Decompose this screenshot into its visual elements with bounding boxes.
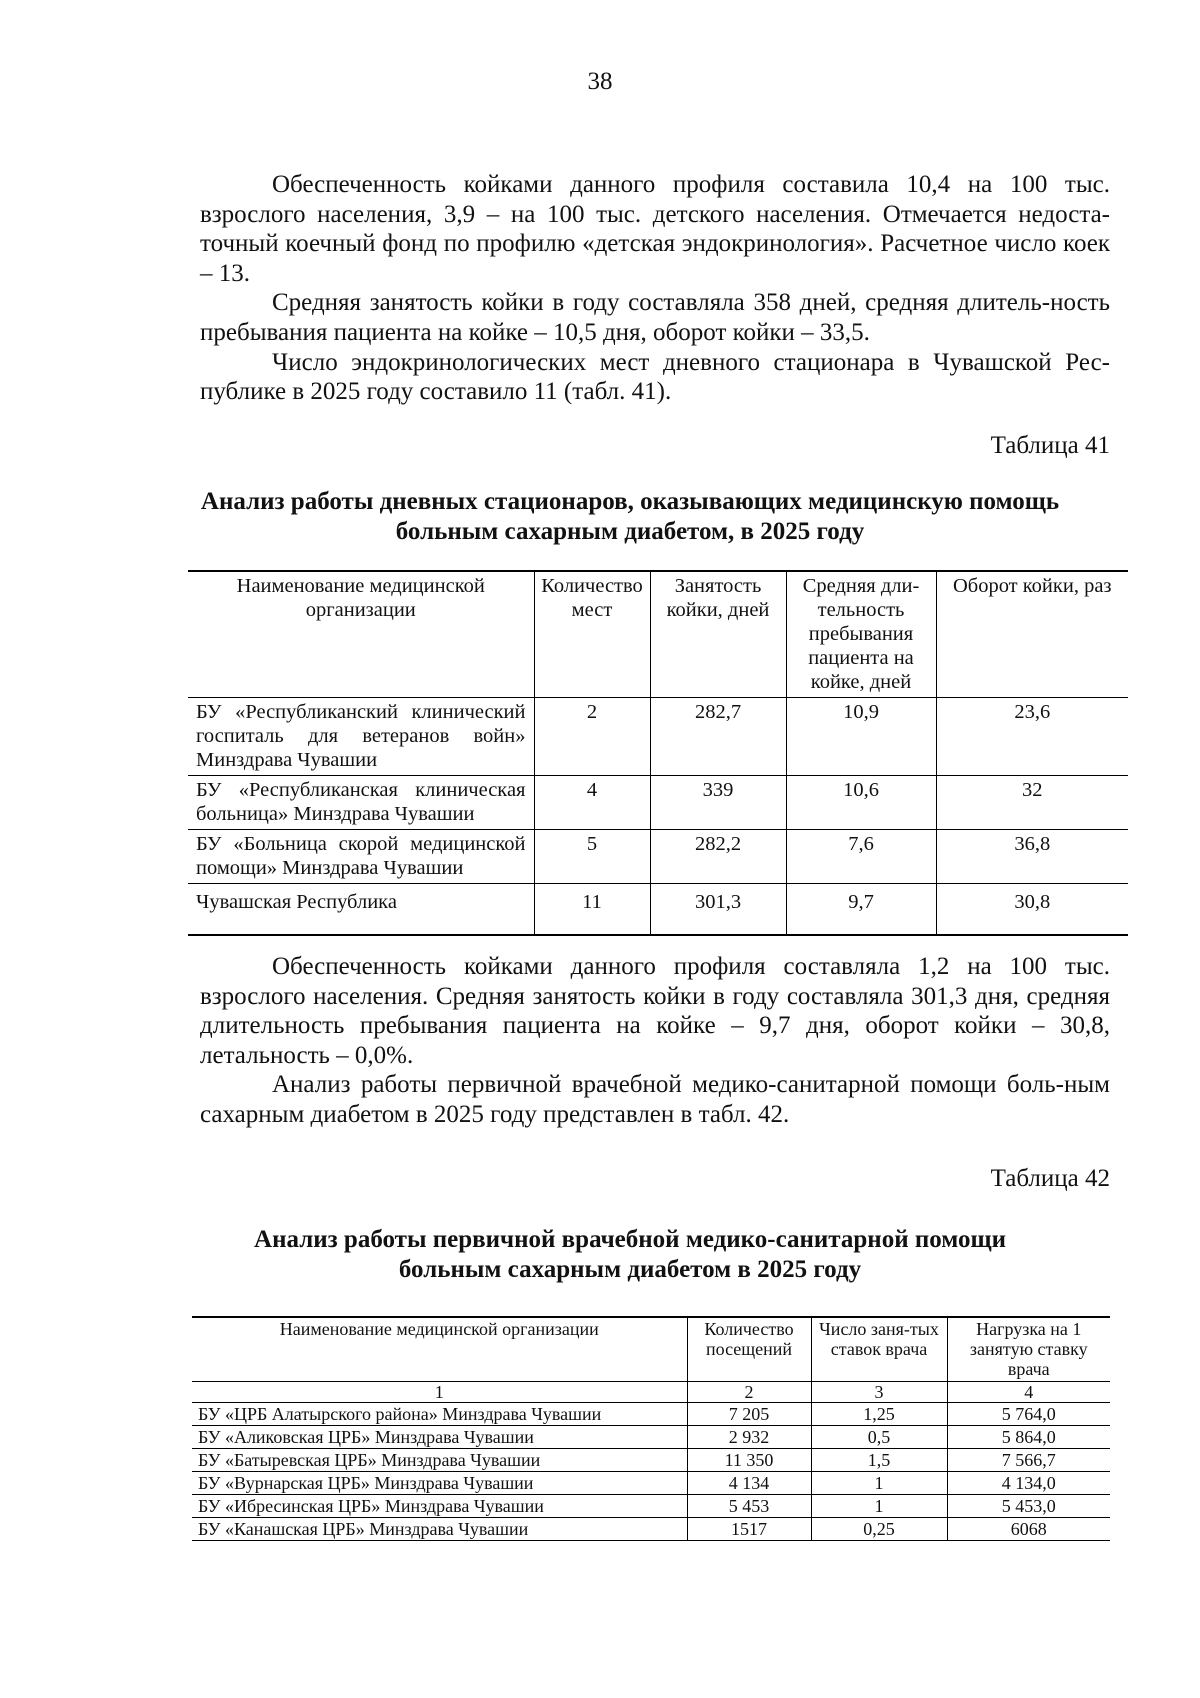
org-name-cell: БУ «Вурнарская ЦРБ» Минздрава Чувашии: [192, 1472, 687, 1495]
column-header: Занятость койки, дней: [650, 571, 786, 698]
table-cell: 1: [811, 1495, 947, 1518]
caption-line: Анализ работы дневных стационаров, оказывающих медицинскую помощь: [200, 488, 1060, 515]
column-header: Нагрузка на 1 занятую ставку врача: [947, 1317, 1110, 1382]
table-cell: 32: [936, 776, 1128, 830]
table-cell: 4 134: [687, 1472, 811, 1495]
table-cell: 282,7: [650, 698, 786, 776]
table-cell: 9,7: [786, 884, 936, 936]
table-row: [192, 1403, 1110, 1426]
table-cell: 10,6: [786, 776, 936, 830]
table-cell: 0,25: [811, 1518, 947, 1541]
table-cell: 7 566,7: [947, 1449, 1110, 1472]
table-cell: 282,2: [650, 830, 786, 884]
table-cell: 301,3: [650, 884, 786, 936]
table-cell: 4 134,0: [947, 1472, 1110, 1495]
org-name-cell: БУ «Больница скорой медицинской помощи» Минздрава Чувашии: [188, 830, 534, 884]
column-number: 2: [687, 1382, 811, 1403]
org-name-cell: БУ «Республиканский клинический госпиталь для ветеранов войн» Минздрава Чувашии: [188, 698, 534, 776]
paragraph: Обеспеченность койками данного профиля составила 10,4 на 100 тыс. взрослого населения, 3,9 – на 100 тыс. детского населения. Отмечается недоста-точный коечный фонд по профилю «детская эндокринология». Расчетное число коек – 13.: [200, 171, 1110, 287]
intro-text: [200, 170, 1110, 407]
paragraph: Анализ работы первичной врачебной медико-санитарной помощи боль-ным сахарным диабетом в 2025 году представлен в табл. 42.: [200, 1071, 1110, 1128]
table-cell: 1517: [687, 1518, 811, 1541]
caption-line: больным сахарным диабетом в 2025 году: [398, 1256, 862, 1283]
table-cell: 6068: [947, 1518, 1110, 1541]
table-cell: 2 932: [687, 1426, 811, 1449]
table-41-caption: [150, 487, 1110, 547]
column-number: 1: [192, 1382, 687, 1403]
table-cell: 11: [534, 884, 650, 936]
table-cell: 4: [534, 776, 650, 830]
caption-line: Анализ работы первичной врачебной медико-санитарной помощи: [254, 1226, 1006, 1253]
table-cell: 5 453,0: [947, 1495, 1110, 1518]
org-name-cell: Чувашская Республика: [188, 884, 534, 936]
primary-care-table: [192, 1316, 1110, 1541]
table-cell: 5 453: [687, 1495, 811, 1518]
table-cell: 30,8: [936, 884, 1128, 936]
table-row: [192, 1495, 1110, 1518]
column-number: 3: [811, 1382, 947, 1403]
table-cell: 1,25: [811, 1403, 947, 1426]
table-cell: 7,6: [786, 830, 936, 884]
table-cell: 0,5: [811, 1426, 947, 1449]
org-name-cell: БУ «ЦРБ Алатырского района» Минздрава Чувашии: [192, 1403, 687, 1426]
column-header: Средняя дли-тельность пребывания пациента на койке, дней: [786, 571, 936, 698]
page-number: 38: [587, 68, 613, 95]
table-cell: 23,6: [936, 698, 1128, 776]
column-header: Оборот койки, раз: [936, 571, 1128, 698]
table-cell: 7 205: [687, 1403, 811, 1426]
column-header: Число заня-тых ставок врача: [811, 1317, 947, 1382]
table-cell: 5: [534, 830, 650, 884]
table-cell: 10,9: [786, 698, 936, 776]
table-row: [192, 1472, 1110, 1495]
table-header-row: [192, 1317, 1110, 1382]
org-name-cell: БУ «Канашская ЦРБ» Минздрава Чувашии: [192, 1518, 687, 1541]
table-42-caption: [150, 1225, 1110, 1285]
table-cell: 5 864,0: [947, 1426, 1110, 1449]
org-name-cell: БУ «Республиканская клиническая больница» Минздрава Чувашии: [188, 776, 534, 830]
column-header: Количество мест: [534, 571, 650, 698]
table-cell: 339: [650, 776, 786, 830]
column-number-row: [192, 1382, 1110, 1403]
caption-line: больным сахарным диабетом, в 2025 году: [395, 518, 865, 545]
table-row: [188, 830, 1128, 884]
table-41-label: Таблица 41: [990, 432, 1110, 459]
org-name-cell: БУ «Ибресинская ЦРБ» Минздрава Чувашии: [192, 1495, 687, 1518]
table-row: [188, 698, 1128, 776]
table-row: [188, 776, 1128, 830]
table-cell: 5 764,0: [947, 1403, 1110, 1426]
table-row: [192, 1449, 1110, 1472]
column-header: Наименование медицинской организации: [192, 1317, 687, 1382]
table-cell: 1: [811, 1472, 947, 1495]
day-hospital-table: [188, 570, 1128, 936]
table-row: [192, 1518, 1110, 1541]
org-name-cell: БУ «Аликовская ЦРБ» Минздрава Чувашии: [192, 1426, 687, 1449]
table-cell: 11 350: [687, 1449, 811, 1472]
column-header: Наименование медицинской организации: [188, 571, 534, 698]
middle-text: [200, 952, 1110, 1130]
table-cell: 2: [534, 698, 650, 776]
paragraph: Средняя занятость койки в году составляла 358 дней, средняя длитель-ность пребывания пациента на койке – 10,5 дня, оборот койки – 33,5.: [200, 289, 1110, 346]
table-row: [192, 1426, 1110, 1449]
table-cell: 36,8: [936, 830, 1128, 884]
org-name-cell: БУ «Батыревская ЦРБ» Минздрава Чувашии: [192, 1449, 687, 1472]
table-total-row: [188, 884, 1128, 936]
table-cell: 1,5: [811, 1449, 947, 1472]
table-header-row: [188, 571, 1128, 698]
table-42-label: Таблица 42: [990, 1165, 1110, 1192]
paragraph: Число эндокринологических мест дневного стационара в Чувашской Рес-публике в 2025 году составило 11 (табл. 41).: [200, 348, 1110, 406]
column-header: Количество посещений: [687, 1317, 811, 1382]
paragraph: Обеспеченность койками данного профиля составляла 1,2 на 100 тыс. взрослого населения. Средняя занятость койки в году составляла 301,3 дня, средняя длительность пребывания пациента на койке – 9,7 дня, оборот койки – 30,8, летальность – 0,0%.: [200, 953, 1110, 1069]
column-number: 4: [947, 1382, 1110, 1403]
